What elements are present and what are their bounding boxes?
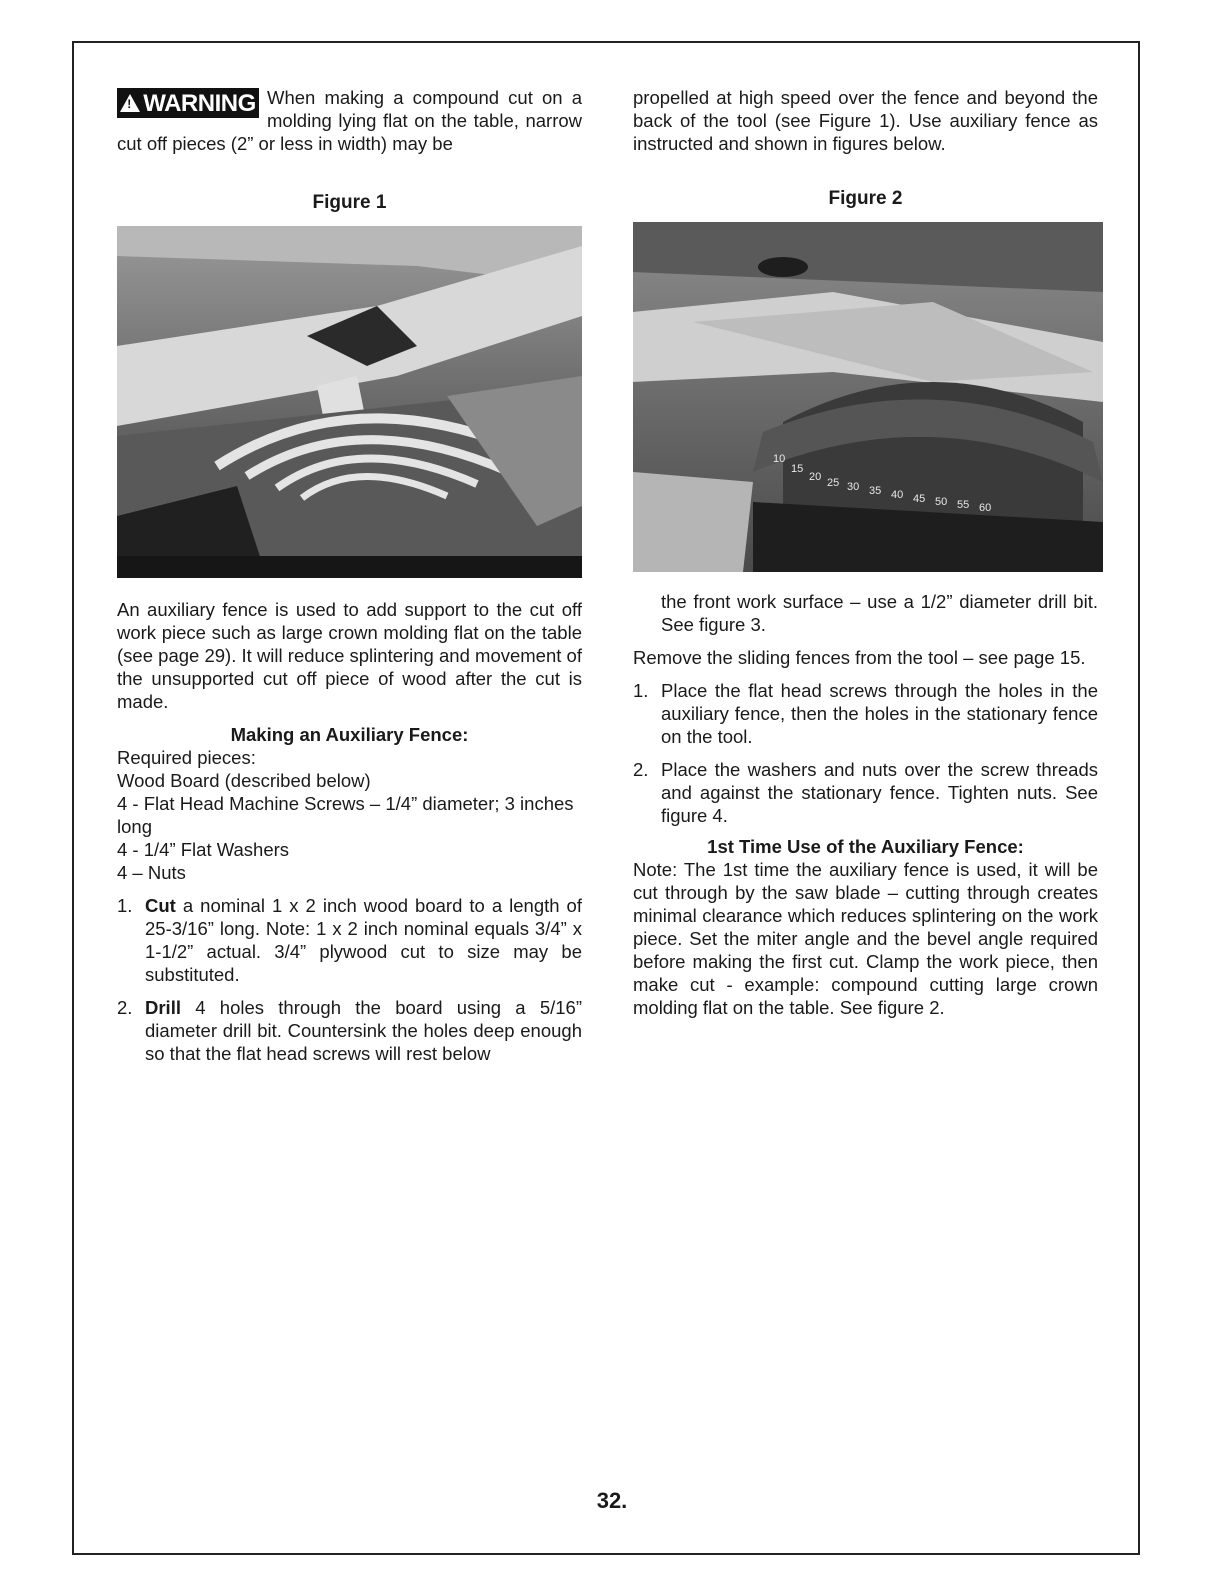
step-text: Place the flat head screws through the holes in the auxiliary fence, then the holes in the stationary fence on the tool. xyxy=(661,680,1098,747)
scale-label: 30 xyxy=(847,481,860,493)
warning-badge xyxy=(117,88,259,118)
step-number: 1. xyxy=(633,680,649,701)
step-text: a nominal 1 x 2 inch wood board to a length of 25-3/16” long. Note: 1 x 2 inch nominal equals 3/4” x 1-1/2” actual. 3/4” plywood cut to size may be substituted. xyxy=(145,895,582,985)
step-number: 2. xyxy=(633,759,649,780)
step-text: 4 holes through the board using a 5/16” diameter drill bit. Countersink the holes deep enough so that the flat head screws will rest below xyxy=(145,997,582,1064)
scale-label: 10 xyxy=(773,453,786,465)
intro-paragraph: An auxiliary fence is used to add support to the cut off work piece such as large crown molding flat on the table (see page 29). It will reduce splintering and movement of the unsupported cut off piece of wood after the cut is made. xyxy=(117,599,582,712)
step-keyword: Drill xyxy=(145,997,181,1018)
first-use-heading: 1st Time Use of the Auxiliary Fence: xyxy=(707,836,1024,857)
warning-continued-text: propelled at high speed over the fence and beyond the back of the tool (see Figure 1). Use auxiliary fence as instructed and shown in figures below. xyxy=(633,87,1098,154)
making-steps-list xyxy=(117,894,582,1065)
remove-fences-note: Remove the sliding fences from the tool – see page 15. xyxy=(633,647,1086,668)
figure-1-photo xyxy=(117,226,582,578)
list-item xyxy=(633,679,1098,748)
right-column xyxy=(633,86,1098,1019)
required-line: Wood Board (described below) xyxy=(117,770,371,791)
list-item xyxy=(117,996,582,1065)
scale-label: 35 xyxy=(869,485,882,497)
figure-2-photo xyxy=(633,222,1103,572)
warning-block xyxy=(117,86,582,155)
scale-label: 45 xyxy=(913,493,926,505)
page-number: 32. xyxy=(596,1488,628,1513)
figure-2-title: Figure 2 xyxy=(828,188,903,209)
install-steps-list xyxy=(633,679,1098,827)
step-number: 2. xyxy=(117,997,133,1018)
left-column xyxy=(117,86,582,1075)
scale-label: 20 xyxy=(809,471,822,483)
step-2-continued: the front work surface – use a 1/2” diameter drill bit. See figure 3. xyxy=(661,591,1098,635)
step-number: 1. xyxy=(117,895,133,916)
scale-label: 50 xyxy=(935,496,948,508)
scale-label: 40 xyxy=(891,489,904,501)
scale-label: 55 xyxy=(957,499,970,511)
scale-label: 25 xyxy=(827,477,840,489)
step-keyword: Cut xyxy=(145,895,176,916)
warning-badge-label: WARNING xyxy=(143,89,256,117)
required-line: 4 – Nuts xyxy=(117,862,186,883)
list-item xyxy=(633,758,1098,827)
first-use-paragraph: Note: The 1st time the auxiliary fence is used, it will be cut through by the saw blade – cutting through creates minimal clearance which reduces splintering on the work piece. Set the miter angle and the bevel angle required before making the first cut. Clamp the work piece, then make cut - example: compound cutting large crown molding flat on the table. See figure 2. xyxy=(633,859,1098,1018)
warning-triangle-icon: ! xyxy=(120,94,140,112)
scale-label: 15 xyxy=(791,463,804,475)
scale-label: 60 xyxy=(979,502,992,514)
figure-1-title: Figure 1 xyxy=(312,192,387,213)
required-line: 4 - 1/4” Flat Washers xyxy=(117,839,290,860)
required-line: 4 - Flat Head Machine Screws – 1/4” diameter; 3 inches long xyxy=(117,793,574,837)
making-fence-heading: Making an Auxiliary Fence: xyxy=(230,724,469,745)
step-text: Place the washers and nuts over the screw threads and against the stationary fence. Tighten nuts. See figure 4. xyxy=(661,759,1098,826)
warning-text: When making a compound cut on a molding lying flat on the table, narrow cut off pieces (2” or less in width) may be xyxy=(117,87,582,154)
list-item xyxy=(117,894,582,986)
required-line: Required pieces: xyxy=(117,747,256,768)
